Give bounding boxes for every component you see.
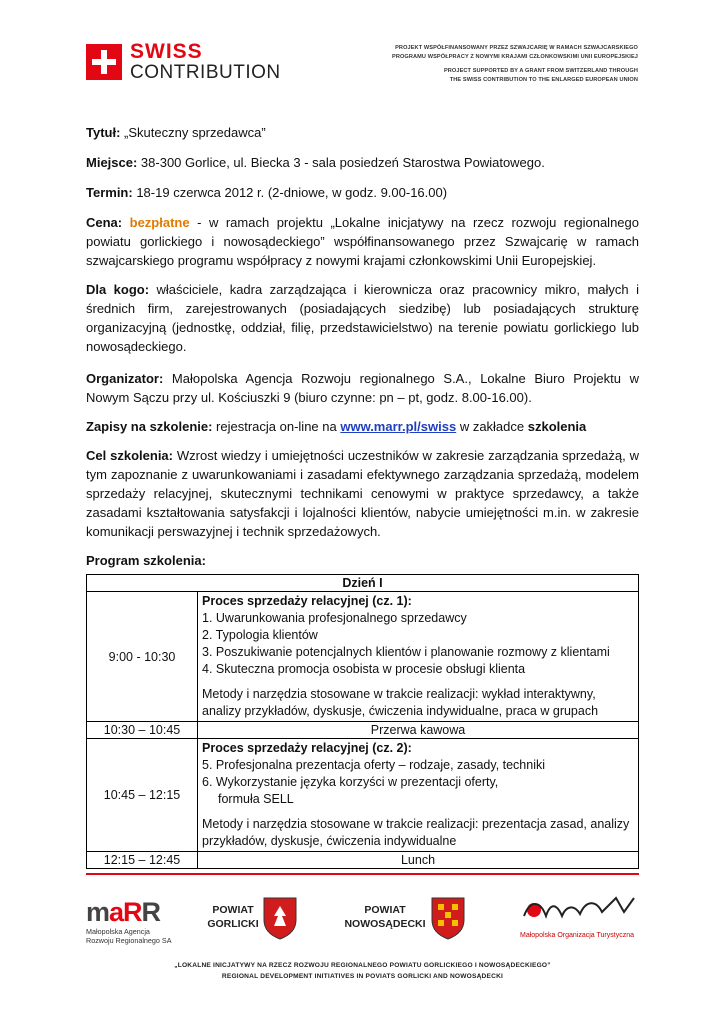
powiat1-line1: POWIAT bbox=[212, 904, 254, 916]
goal-paragraph bbox=[86, 446, 639, 541]
signup-text: rejestracja on-line na bbox=[212, 419, 341, 434]
marr-subtitle-line1: Małopolska Agencja bbox=[86, 927, 150, 936]
signup-tab: szkolenia bbox=[527, 419, 587, 434]
program-label: Program szkolenia: bbox=[86, 553, 206, 568]
swiss-cross-horizontal bbox=[92, 59, 116, 65]
place-value: 38-300 Gorlice, ul. Biecka 3 - sala posiedzeń Starostwa Powiatowego. bbox=[137, 155, 545, 170]
signup-label: Zapisy na szkolenie: bbox=[86, 419, 213, 434]
date-value: 18-19 czerwca 2012 r. (2-dniowe, w godz. 9.00-16.00) bbox=[132, 185, 448, 200]
block1-time: 9:00 - 10:30 bbox=[87, 592, 198, 722]
title-label: Tytuł: bbox=[86, 125, 121, 140]
signup-link[interactable]: www.marr.pl/swiss bbox=[340, 419, 457, 434]
marr-subtitle bbox=[86, 927, 172, 945]
day-header: Dzień I bbox=[87, 575, 639, 592]
block2-content bbox=[198, 739, 639, 852]
break-label: Przerwa kawowa bbox=[198, 722, 639, 739]
table-row bbox=[87, 592, 639, 722]
signup-line bbox=[86, 417, 639, 436]
title-value: „Skuteczny sprzedawca” bbox=[120, 125, 266, 140]
powiat2-line2: NOWOSĄDECKI bbox=[344, 918, 426, 930]
mot-subtitle: Małopolska Organizacja Turystyczna bbox=[520, 932, 634, 939]
lunch-label: Lunch bbox=[198, 852, 639, 869]
brand-swiss: SWISS bbox=[130, 40, 203, 63]
table-row bbox=[87, 739, 639, 852]
block2-time: 10:45 – 12:15 bbox=[87, 739, 198, 852]
brand-contribution: CONTRIBUTION bbox=[130, 62, 281, 83]
marr-subtitle-line2: Rozwoju Regionalnego SA bbox=[86, 936, 172, 945]
block2-title: Proces sprzedaży relacyjnej (cz. 2): bbox=[202, 741, 412, 755]
program-table bbox=[86, 574, 639, 869]
project-notice-en-line1: PROJECT SUPPORTED BY A GRANT FROM SWITZERLAND THROUGH bbox=[443, 68, 638, 74]
nowy-sacz-coat-of-arms-icon bbox=[430, 896, 466, 940]
project-notice-pl bbox=[392, 44, 638, 61]
marr-logo-r: R bbox=[141, 897, 161, 927]
project-notice-en-line2: THE SWISS CONTRIBUTION TO THE ENLARGED EUROPEAN UNION bbox=[449, 76, 638, 83]
lunch-time: 12:15 – 12:45 bbox=[87, 852, 198, 869]
block1-methods: Metody i narzędzia stosowane w trakcie realizacji: wykład interaktywny, analizy przykładów, dyskusje, ćwiczenia indywidualne, praca w grupach bbox=[202, 687, 599, 718]
powiat1-line2: GORLICKI bbox=[207, 918, 259, 930]
project-notice-en bbox=[444, 67, 638, 84]
signup-text2: w zakładce bbox=[456, 419, 528, 434]
table-row bbox=[87, 852, 639, 869]
table-row bbox=[87, 575, 639, 592]
project-notice-pl-line2: PROGRAMU WSPÓŁPRACY Z NOWYMI KRAJAMI CZŁONKOWSKIMI UNII EUROPEJSKIEJ bbox=[392, 53, 638, 60]
list-item: 2. Typologia klientów bbox=[202, 628, 318, 642]
powiat2-line1: POWIAT bbox=[364, 904, 406, 916]
break-time: 10:30 – 10:45 bbox=[87, 722, 198, 739]
price-paragraph bbox=[86, 213, 639, 270]
program-heading bbox=[86, 551, 639, 570]
list-item: 5. Profesjonalna prezentacja oferty – rodzaje, zasady, techniki bbox=[202, 758, 546, 772]
list-item: 1. Uwarunkowania profesjonalnego sprzedawcy bbox=[202, 611, 467, 625]
footer-project-en: REGIONAL DEVELOPMENT INITIATIVES IN POVIATS GORLICKI AND NOWOSĄDECKI bbox=[221, 973, 504, 980]
block1-title: Proces sprzedaży relacyjnej (cz. 1): bbox=[202, 594, 412, 608]
list-item: 4. Skuteczna promocja osobista w procesie obsługi klienta bbox=[202, 662, 526, 676]
organizer-paragraph bbox=[86, 369, 639, 407]
marr-logo bbox=[86, 897, 160, 928]
list-item: 3. Poszukiwanie potencjalnych klientów i planowanie rozmowy z klientami bbox=[202, 645, 610, 659]
title-line bbox=[86, 123, 639, 142]
place-label: Miejsce: bbox=[86, 155, 138, 170]
powiat-gorlicki-label bbox=[198, 903, 268, 931]
list-item-continuation: formuła SELL bbox=[218, 792, 294, 806]
date-label: Termin: bbox=[86, 185, 133, 200]
block2-methods: Metody i narzędzia stosowane w trakcie realizacji: prezentacja zasad, analizy przykładów, dyskusje, ćwiczenia indywidualne bbox=[202, 817, 630, 848]
audience-paragraph bbox=[86, 280, 639, 356]
goal-label: Cel szkolenia: bbox=[86, 448, 173, 463]
list-item: 6. Wykorzystanie języka korzyści w prezentacji oferty, bbox=[202, 775, 499, 789]
mot-logo-icon bbox=[520, 894, 640, 928]
price-free-badge: bezpłatne bbox=[129, 215, 190, 230]
audience-value: właściciele, kadra zarządzająca i kierownicza oraz pracownicy mikro, małych i średnich firm, zarejestrowanych (posiadających siedzibę) lub posiadających strukturę organizacyjną (jednostkę, oddział, filię, przedstawicielstwo) na terenie powiatu gorlickiego lub nowosądeckiego. bbox=[86, 282, 639, 354]
goal-value: Wzrost wiedzy i umiejętności uczestników w zakresie zarządzania sprzedażą, w tym zapoznanie z uwarunkowaniami i zasadami efektywnego zarządzania sprzedażą, modelem sprzedaży relacyjnej, skutecznymi technikami cenowymi w praktyce sprzedawcy, a także zasadami kształtowania satysfakcji i lojalności klientów, nabycie umiejętności m.in. w zakresie komunikacji perswazyjnej i technik sprzedażowych. bbox=[86, 448, 640, 539]
footer-project-pl: „LOKALNE INICJATYWY NA RZECZ ROZWOJU REGIONALNEGO POWIATU GORLICKIEGO I NOWOSĄDECKIEGO” bbox=[174, 962, 551, 969]
place-line bbox=[86, 153, 639, 172]
block1-content bbox=[198, 592, 639, 722]
marr-logo-m: m bbox=[86, 897, 110, 927]
table-row bbox=[87, 722, 639, 739]
gorlice-coat-of-arms-icon bbox=[262, 896, 298, 940]
marr-logo-ar: aR bbox=[109, 897, 142, 927]
organizer-value: Małopolska Agencja Rozwoju regionalnego S.A., Lokalne Biuro Projektu w Nowym Sączu przy ul. Kościuszki 9 (biuro czynne: pn – pt, godz. 8.00-16.00). bbox=[86, 371, 639, 405]
price-label: Cena: bbox=[86, 215, 123, 230]
date-line bbox=[86, 183, 639, 202]
project-notice-pl-line1: PROJEKT WSPÓŁFINANSOWANY PRZEZ SZWAJCARIĘ W RAMACH SZWAJCARSKIEGO bbox=[395, 45, 638, 51]
audience-label: Dla kogo: bbox=[86, 282, 150, 297]
price-value: - w ramach projektu „Lokalne inicjatywy na rzecz rozwoju regionalnego powiatu gorlickiego i nowosądeckiego” współfinansowanego przez Szwajcarię w ramach szwajcarskiego programu współpracy z nowymi krajami członkowskimi Unii Europejskiej. bbox=[86, 215, 639, 268]
powiat-nowosadecki-label bbox=[340, 903, 430, 931]
footer-divider bbox=[86, 873, 639, 875]
organizer-label: Organizator: bbox=[86, 371, 164, 386]
